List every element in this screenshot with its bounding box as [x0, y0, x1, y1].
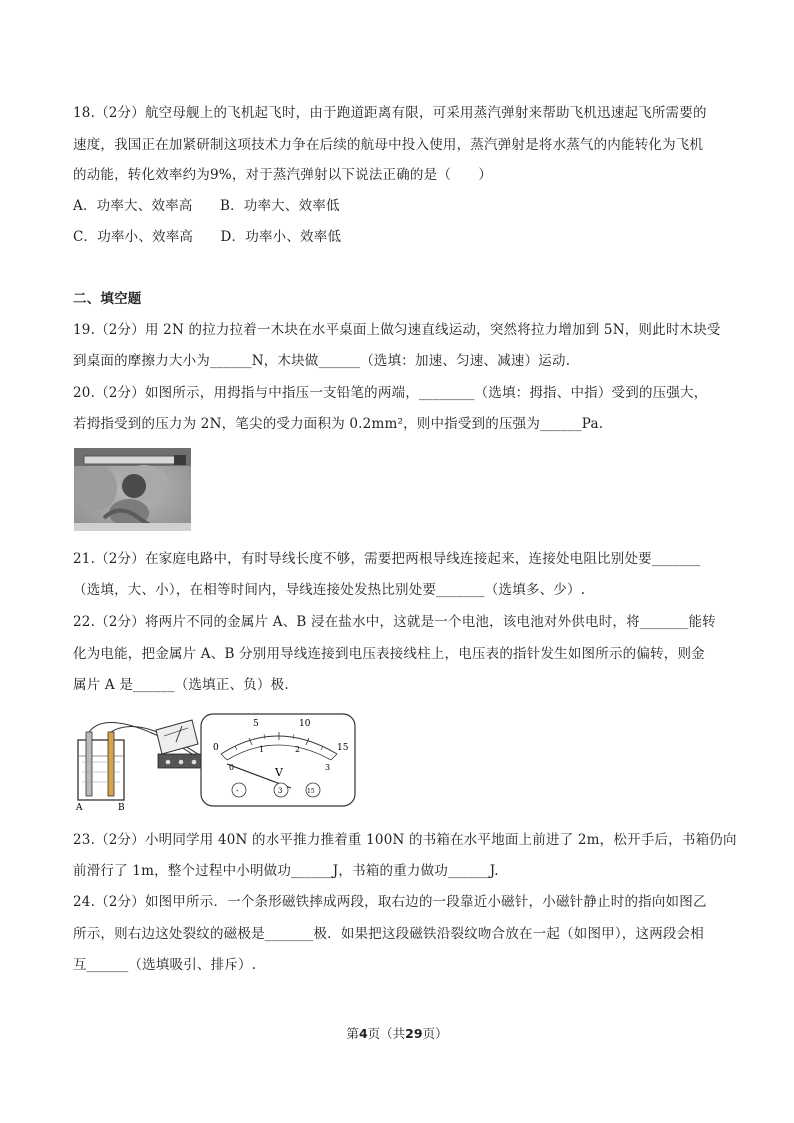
q24-line-2: 所示，则右边这处裂纹的磁极是_______极．如果把这段磁铁沿裂纹吻合放在一起（如图甲），这两段会相	[73, 926, 704, 942]
dial-unit: V	[275, 766, 283, 779]
pencil-press-photo	[74, 448, 191, 531]
dial-top-tick-5: 5	[253, 719, 259, 729]
q18-options-ab: A．功率大、效率高 B．功率大、效率低	[73, 198, 340, 214]
electrode-label-b: B	[118, 803, 125, 812]
electrode-label-a: A	[76, 803, 83, 812]
q22-line-3: 属片 A 是______（选填正、负）极.	[73, 677, 289, 693]
dial-top-tick-0: 0	[213, 743, 219, 753]
q22-line-1: 22.（2分）将两片不同的金属片 A、B 浸在盐水中，这就是一个电池，该电池对外供电时，将_______能转	[73, 614, 716, 630]
terminal-negative: -	[236, 786, 239, 795]
dial-bottom-tick-0: 0	[229, 763, 235, 772]
footer-page-number: 4	[358, 1026, 368, 1041]
footer-middle: 页（共	[367, 1026, 406, 1041]
q20-line-1: 20.（2分）如图所示，用拇指与中指压一支铅笔的两端，________（选填：拇指、中指）受到的压强大，	[73, 385, 708, 401]
dial-bottom-tick-2: 2	[295, 745, 301, 754]
dial-top-tick-10: 10	[299, 719, 311, 729]
footer-total-pages: 29	[405, 1026, 423, 1041]
q20-line-2: 若拇指受到的压力为 2N，笔尖的受力面积为 0.2mm²，则中指受到的压强为______Pa.	[73, 416, 604, 432]
q18-line-3: 的动能，转化效率约为9%，对于蒸汽弹射以下说法正确的是（ ）	[73, 167, 493, 183]
page-footer	[0, 1024, 794, 1042]
dial-top-tick-15: 15	[337, 743, 349, 753]
terminal-3: 3	[278, 787, 283, 795]
q23-line-2: 前滑行了 1m，整个过程中小明做功______J，书箱的重力做功______J.	[73, 863, 499, 879]
q21-line-1: 21.（2分）在家庭电路中，有时导线长度不够，需要把两根导线连接起来，连接处电阻比别处要_______	[73, 551, 701, 567]
q24-line-1: 24.（2分）如图甲所示．一个条形磁铁摔成两段，取右边的一段靠近小磁针，小磁针静止时的指向如图乙	[73, 894, 707, 910]
q18-line-2: 速度，我国正在加紧研制这项技术力争在后续的航母中投入使用，蒸汽弹射是将水蒸气的内能转化为飞机	[73, 137, 704, 153]
q22-line-2: 化为电能，把金属片 A、B 分别用导线连接到电压表接线柱上，电压表的指针发生如图所示的偏转，则金	[73, 646, 705, 662]
dial-bottom-tick-1: 1	[259, 745, 265, 754]
section-title: 二、填空题	[73, 291, 142, 307]
q18-options-cd: C．功率小、效率高 D．功率小、效率低	[73, 229, 342, 245]
q19-line-2: 到桌面的摩擦力大小为______N，木块做______（选填：加速、匀速、减速）运动.	[73, 353, 571, 369]
q21-line-2: （选填，大、小），在相等时间内，导线连接处发热比别处要_______（选填多、少）.	[73, 582, 586, 598]
footer-prefix: 第	[346, 1026, 359, 1041]
q24-line-3: 互______（选填吸引、排斥）.	[73, 957, 257, 973]
dial-bottom-tick-3: 3	[325, 763, 331, 772]
terminal-15: 15	[307, 788, 315, 795]
q18-line-1: 18.（2分）航空母舰上的飞机起飞时，由于跑道距离有限，可采用蒸汽弹射来帮助飞机迅速起飞所需要的	[73, 105, 707, 121]
voltmeter-dial-figure	[199, 712, 359, 808]
q23-line-1: 23.（2分）小明同学用 40N 的水平推力推着重 100N 的书箱在水平地面上前进了 2m，松开手后，书箱仍向	[73, 832, 737, 848]
q19-line-1: 19.（2分）用 2N 的拉力拉着一木块在水平桌面上做匀速直线运动，突然将拉力增加到 5N，则此时木块受	[73, 322, 721, 338]
footer-suffix: 页）	[422, 1026, 448, 1041]
